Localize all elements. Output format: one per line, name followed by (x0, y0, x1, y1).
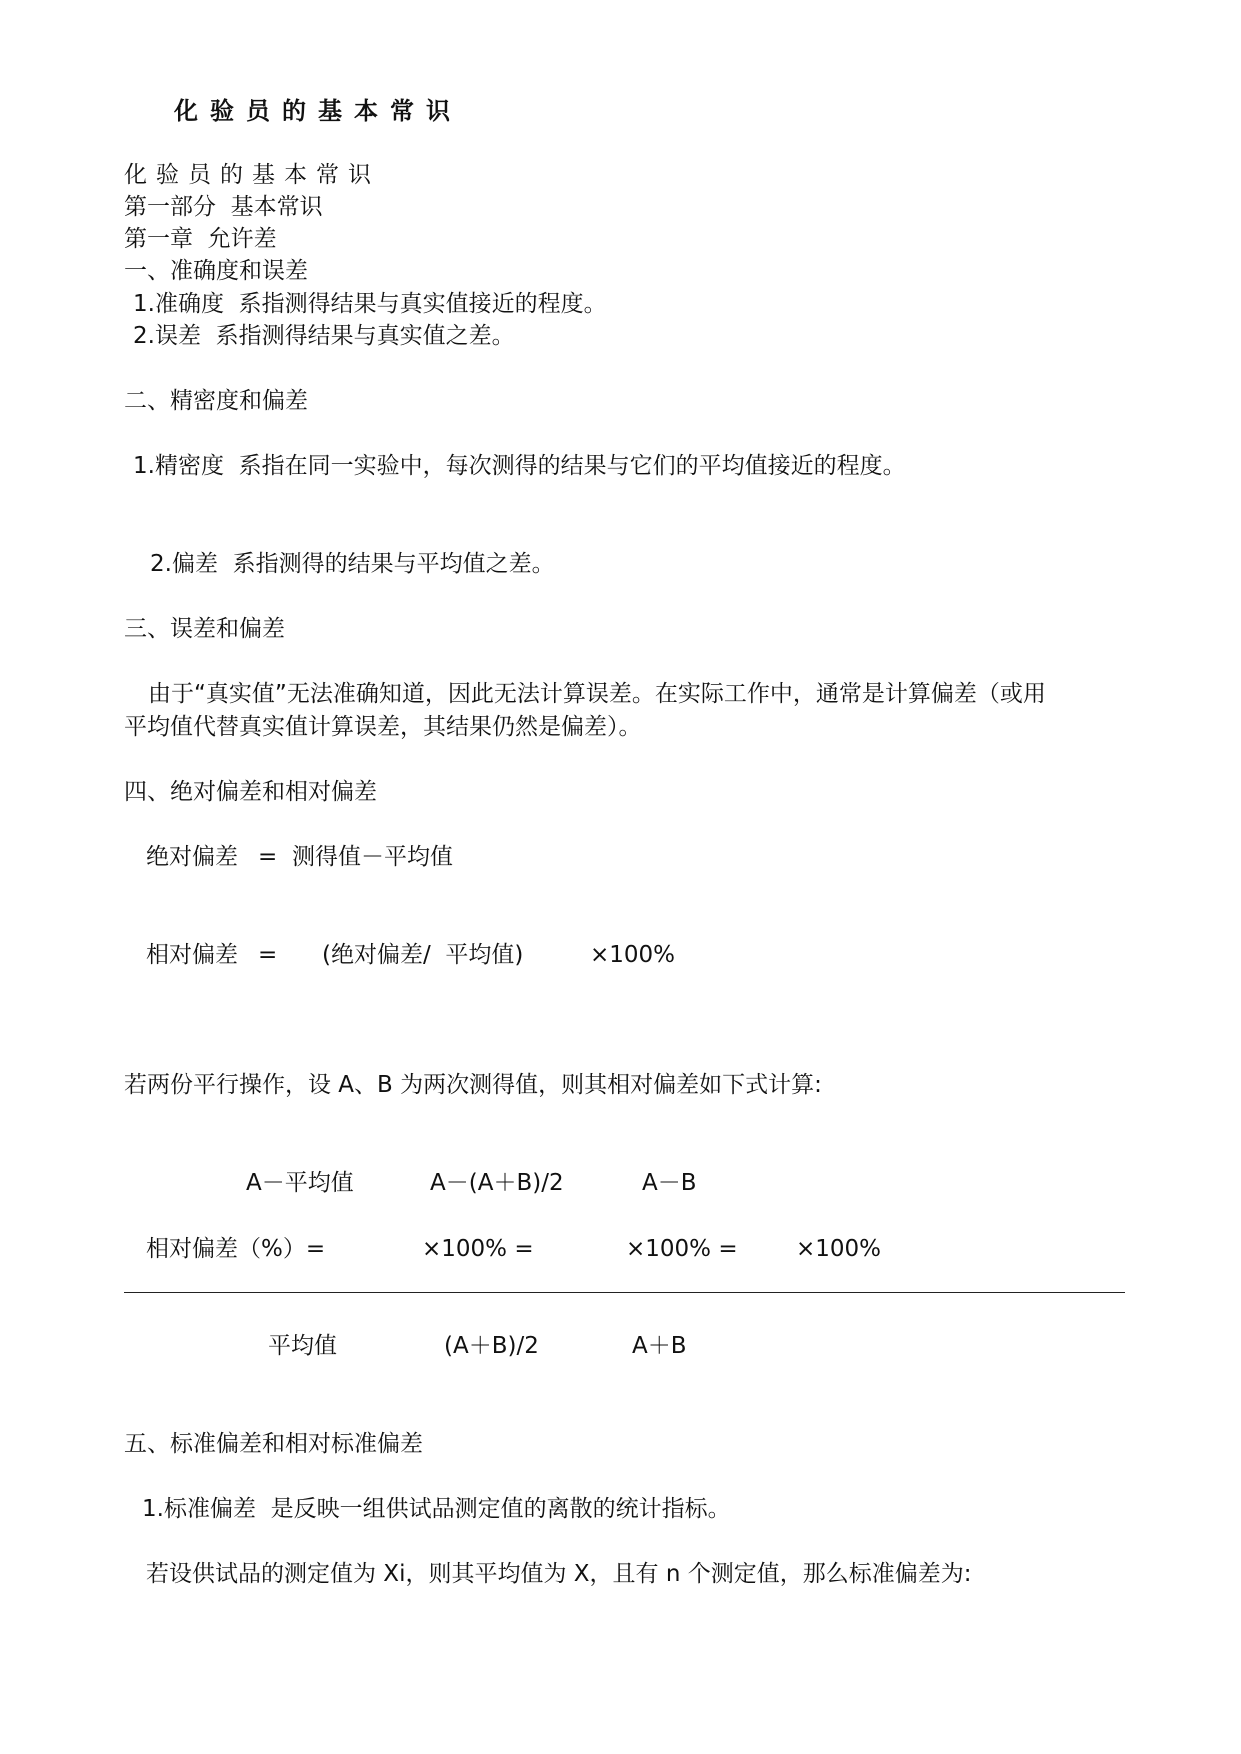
relative-deviation-equals: = (258, 942, 278, 968)
relative-deviation-label: 相对偏差 (146, 942, 238, 968)
section-3-heading: 三、误差和偏差 (124, 616, 285, 642)
section-4-heading: 四、绝对偏差和相对偏差 (124, 779, 377, 805)
formula-label: 相对偏差（%）= (146, 1236, 326, 1262)
formula-numerator-2: A－(A＋B)/2 (430, 1170, 564, 1196)
absolute-deviation-rhs: 测得值－平均值 (292, 844, 453, 870)
section-5-heading: 五、标准偏差和相对标准偏差 (124, 1431, 423, 1457)
formula-numerator-1: A－平均值 (246, 1170, 354, 1196)
document-title: 化验员的基本常识 (174, 97, 462, 125)
formula-multiplier-3: ×100% (796, 1236, 882, 1262)
section-3-paragraph-line-1: 由于“真实值”无法准确知道，因此无法计算误差。在实际工作中，通常是计算偏差（或用 (148, 681, 1046, 707)
section-1-item-1: 1.准确度 系指测得结果与真实值接近的程度。 (133, 291, 607, 317)
section-1-heading: 一、准确度和误差 (124, 258, 308, 284)
section-1-item-2: 2.误差 系指测得结果与真实值之差。 (133, 323, 515, 349)
section-5-paragraph: 若设供试品的测定值为 Xi，则其平均值为 X，且有 n 个测定值，那么标准偏差为: (146, 1561, 972, 1587)
section-2-heading: 二、精密度和偏差 (124, 388, 308, 414)
part-heading: 第一部分 基本常识 (124, 194, 323, 220)
formula-denominator-3: A＋B (632, 1333, 687, 1359)
formula-multiplier-2: ×100% = (626, 1236, 738, 1262)
section-3-paragraph-line-2: 平均值代替真实值计算误差，其结果仍然是偏差）。 (124, 714, 642, 740)
document-heading: 化验员的基本常识 (124, 162, 380, 188)
relative-deviation-multiplier: ×100% (590, 942, 676, 968)
formula-numerator-3: A－B (642, 1170, 697, 1196)
chapter-heading: 第一章 允许差 (124, 226, 277, 252)
absolute-deviation-label: 绝对偏差 (146, 844, 238, 870)
relative-deviation-fraction: (绝对偏差/ 平均值) (322, 942, 524, 968)
formula-denominator-2: (A＋B)/2 (444, 1333, 539, 1359)
fraction-rule (124, 1292, 1125, 1293)
parallel-operation-text: 若两份平行操作，设 A、B 为两次测得值，则其相对偏差如下式计算: (124, 1072, 822, 1098)
section-2-item-1: 1.精密度 系指在同一实验中，每次测得的结果与它们的平均值接近的程度。 (133, 453, 906, 479)
section-2-item-2: 2.偏差 系指测得的结果与平均值之差。 (150, 551, 555, 577)
section-5-item-1: 1.标准偏差 是反映一组供试品测定值的离散的统计指标。 (142, 1496, 731, 1522)
formula-multiplier-1: ×100% = (422, 1236, 534, 1262)
formula-denominator-1: 平均值 (268, 1333, 337, 1359)
absolute-deviation-equals: = (258, 844, 278, 870)
